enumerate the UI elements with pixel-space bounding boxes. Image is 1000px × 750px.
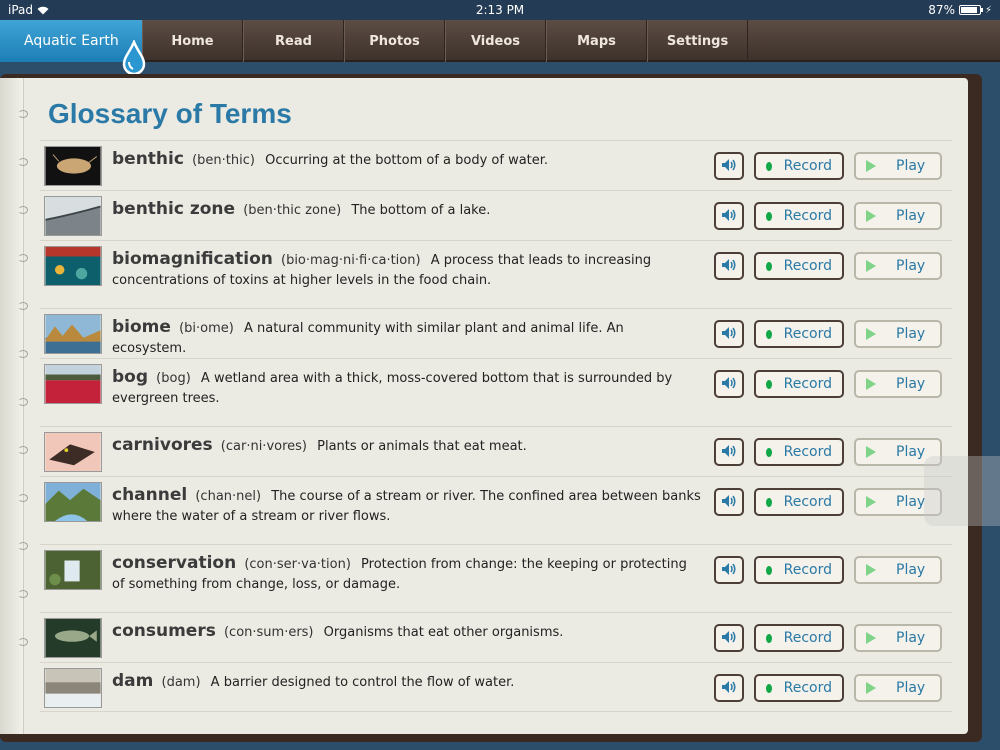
- entry-term: channel: [112, 485, 188, 505]
- speaker-button[interactable]: [714, 488, 744, 516]
- record-dot-icon: [766, 448, 772, 457]
- play-button[interactable]: [854, 674, 942, 702]
- record-dot-icon: [766, 162, 772, 171]
- speaker-button[interactable]: [714, 438, 744, 466]
- play-button[interactable]: [854, 202, 942, 230]
- record-button[interactable]: [754, 488, 844, 516]
- record-label: Record: [783, 494, 832, 510]
- entry-controls: [714, 152, 942, 180]
- entry-text: [112, 249, 702, 291]
- record-label: Record: [783, 630, 832, 646]
- thumbnail-image: [44, 432, 102, 472]
- thumbnail-image: [44, 482, 102, 522]
- entry-text: [112, 367, 702, 409]
- entry-term: dam: [112, 671, 154, 691]
- entry-definition: A process that leads to increasing concentrations of toxins at higher levels in the food chain.: [112, 253, 652, 288]
- play-button[interactable]: [854, 252, 942, 280]
- entry-controls: [714, 252, 942, 280]
- entry-term: carnivores: [112, 435, 213, 455]
- speaker-icon: [721, 561, 737, 580]
- entry-term: benthic zone: [112, 199, 236, 219]
- entry-text: [112, 485, 702, 527]
- speaker-button[interactable]: [714, 320, 744, 348]
- entry-text: [112, 553, 702, 595]
- record-button[interactable]: [754, 556, 844, 584]
- play-button[interactable]: [854, 556, 942, 584]
- play-label: Play: [896, 158, 926, 174]
- thumbnail-image: [44, 196, 102, 236]
- speaker-icon: [721, 629, 737, 648]
- play-icon: [866, 378, 876, 390]
- entry-pronunciation: (con·ser·va·tion): [244, 557, 351, 572]
- entry-pronunciation: (con·sum·ers): [223, 625, 314, 640]
- play-icon: [866, 496, 876, 508]
- entry-definition: The bottom of a lake.: [351, 203, 491, 218]
- play-label: Play: [896, 208, 926, 224]
- entry-pronunciation: (bio·mag·ni·fi·ca·tion): [281, 253, 421, 268]
- entry-term: consumers: [112, 621, 216, 641]
- top-nav: [0, 20, 1000, 62]
- entry-pronunciation: (bog): [156, 371, 191, 386]
- tab-settings[interactable]: Settings: [647, 20, 748, 62]
- record-button[interactable]: [754, 202, 844, 230]
- thumbnail-image: [44, 550, 102, 590]
- speaker-button[interactable]: [714, 674, 744, 702]
- thumbnail-image: [44, 668, 102, 708]
- play-button[interactable]: [854, 370, 942, 398]
- brand-tab[interactable]: [0, 20, 142, 62]
- record-button[interactable]: [754, 370, 844, 398]
- play-icon: [866, 564, 876, 576]
- speaker-button[interactable]: [714, 556, 744, 584]
- thumbnail-image: [44, 314, 102, 354]
- tab-read[interactable]: Read: [243, 20, 344, 62]
- list-item: [40, 476, 952, 544]
- status-left: [8, 3, 49, 17]
- list-item: [40, 140, 952, 190]
- speaker-button[interactable]: [714, 624, 744, 652]
- play-icon: [866, 446, 876, 458]
- entry-text: [112, 149, 702, 171]
- play-label: Play: [896, 326, 926, 342]
- entry-text: [112, 621, 702, 643]
- device-name: iPad: [8, 3, 34, 17]
- thumbnail-image: [44, 364, 102, 404]
- play-icon: [866, 260, 876, 272]
- status-time: 2:13 PM: [475, 3, 525, 17]
- entry-term: biomagnification: [112, 249, 273, 269]
- entry-pronunciation: (ben·thic zone): [243, 203, 342, 218]
- entry-definition: Occurring at the bottom of a body of water.: [265, 153, 549, 168]
- entry-text: [112, 199, 702, 221]
- page-title: Glossary of Terms: [48, 98, 292, 129]
- play-label: Play: [896, 562, 926, 578]
- entry-controls: [714, 488, 942, 516]
- record-dot-icon: [766, 684, 772, 693]
- book-spine: [0, 78, 24, 734]
- record-button[interactable]: [754, 252, 844, 280]
- record-label: Record: [783, 208, 832, 224]
- list-item: [40, 308, 952, 358]
- play-label: Play: [896, 444, 926, 460]
- record-label: Record: [783, 562, 832, 578]
- play-label: Play: [896, 494, 926, 510]
- speaker-icon: [721, 493, 737, 512]
- thumbnail-image: [44, 246, 102, 286]
- entry-controls: [714, 624, 942, 652]
- record-dot-icon: [766, 634, 772, 643]
- play-icon: [866, 682, 876, 694]
- speaker-button[interactable]: [714, 252, 744, 280]
- list-item: [40, 358, 952, 426]
- tab-photos[interactable]: Photos: [344, 20, 445, 62]
- list-item: [40, 426, 952, 476]
- entry-definition: A wetland area with a thick, moss-covered bottom that is surrounded by evergreen trees.: [112, 371, 673, 406]
- record-dot-icon: [766, 330, 772, 339]
- entry-pronunciation: (dam): [161, 675, 201, 690]
- thumbnail-image: [44, 618, 102, 658]
- entry-definition: A natural community with similar plant and animal life. An ecosystem.: [112, 321, 624, 356]
- brand-label: Aquatic Earth: [24, 33, 119, 49]
- entry-term: bog: [112, 367, 149, 387]
- entry-controls: [714, 202, 942, 230]
- entry-pronunciation: (bi·ome): [179, 321, 234, 336]
- play-label: Play: [896, 376, 926, 392]
- play-icon: [866, 632, 876, 644]
- entry-term: biome: [112, 317, 171, 337]
- scroll-handle[interactable]: [924, 456, 1000, 526]
- play-icon: [866, 328, 876, 340]
- entry-pronunciation: (chan·nel): [195, 489, 262, 504]
- record-button[interactable]: [754, 152, 844, 180]
- speaker-icon: [721, 257, 737, 276]
- speaker-icon: [721, 207, 737, 226]
- record-button[interactable]: [754, 438, 844, 466]
- entry-definition: The course of a stream or river. The confined area between banks where the water of a stream or river flows.: [112, 489, 701, 524]
- tab-videos[interactable]: Videos: [445, 20, 546, 62]
- speaker-button[interactable]: [714, 370, 744, 398]
- play-label: Play: [896, 680, 926, 696]
- entry-controls: [714, 556, 942, 584]
- record-button[interactable]: [754, 674, 844, 702]
- speaker-button[interactable]: [714, 202, 744, 230]
- tab-home[interactable]: Home: [142, 20, 243, 62]
- record-label: Record: [783, 326, 832, 342]
- entry-pronunciation: (car·ni·vores): [220, 439, 307, 454]
- charging-icon: ⚡: [984, 4, 992, 16]
- play-button[interactable]: [854, 320, 942, 348]
- play-label: Play: [896, 630, 926, 646]
- list-item: [40, 240, 952, 308]
- record-dot-icon: [766, 262, 772, 271]
- status-bar: [0, 0, 1000, 20]
- tab-maps[interactable]: Maps: [546, 20, 647, 62]
- entry-controls: [714, 674, 942, 702]
- entry-controls: [714, 320, 942, 348]
- entry-definition: Plants or animals that eat meat.: [317, 439, 527, 454]
- list-item: [40, 662, 952, 712]
- play-button[interactable]: [854, 152, 942, 180]
- speaker-button[interactable]: [714, 152, 744, 180]
- entry-term: conservation: [112, 553, 237, 573]
- play-button[interactable]: [854, 624, 942, 652]
- record-dot-icon: [766, 566, 772, 575]
- battery-icon: [959, 5, 981, 15]
- speaker-icon: [721, 679, 737, 698]
- play-icon: [866, 160, 876, 172]
- record-button[interactable]: [754, 624, 844, 652]
- entry-text: [112, 317, 702, 359]
- thumbnail-image: [44, 146, 102, 186]
- record-label: Record: [783, 258, 832, 274]
- speaker-icon: [721, 157, 737, 176]
- entry-pronunciation: (ben·thic): [192, 153, 255, 168]
- battery-percent: 87%: [928, 3, 955, 17]
- water-drop-icon: [122, 40, 146, 78]
- entry-definition: Protection from change: the keeping or protecting of something from change, loss, or damage.: [112, 557, 687, 592]
- play-label: Play: [896, 258, 926, 274]
- speaker-icon: [721, 375, 737, 394]
- list-item: [40, 612, 952, 662]
- entry-text: [112, 435, 702, 457]
- glossary-list: [40, 140, 952, 712]
- status-right: [928, 3, 992, 17]
- record-dot-icon: [766, 380, 772, 389]
- entry-definition: Organisms that eat other organisms.: [323, 625, 564, 640]
- entry-controls: [714, 370, 942, 398]
- speaker-icon: [721, 325, 737, 344]
- entry-term: benthic: [112, 149, 184, 169]
- entry-text: [112, 671, 702, 693]
- record-dot-icon: [766, 498, 772, 507]
- wifi-icon: [37, 6, 49, 15]
- entry-definition: A barrier designed to control the flow of water.: [210, 675, 515, 690]
- speaker-icon: [721, 443, 737, 462]
- entry-controls: [714, 438, 942, 466]
- list-item: [40, 544, 952, 612]
- record-label: Record: [783, 158, 832, 174]
- play-icon: [866, 210, 876, 222]
- list-item: [40, 190, 952, 240]
- record-button[interactable]: [754, 320, 844, 348]
- record-label: Record: [783, 376, 832, 392]
- record-dot-icon: [766, 212, 772, 221]
- record-label: Record: [783, 444, 832, 460]
- record-label: Record: [783, 680, 832, 696]
